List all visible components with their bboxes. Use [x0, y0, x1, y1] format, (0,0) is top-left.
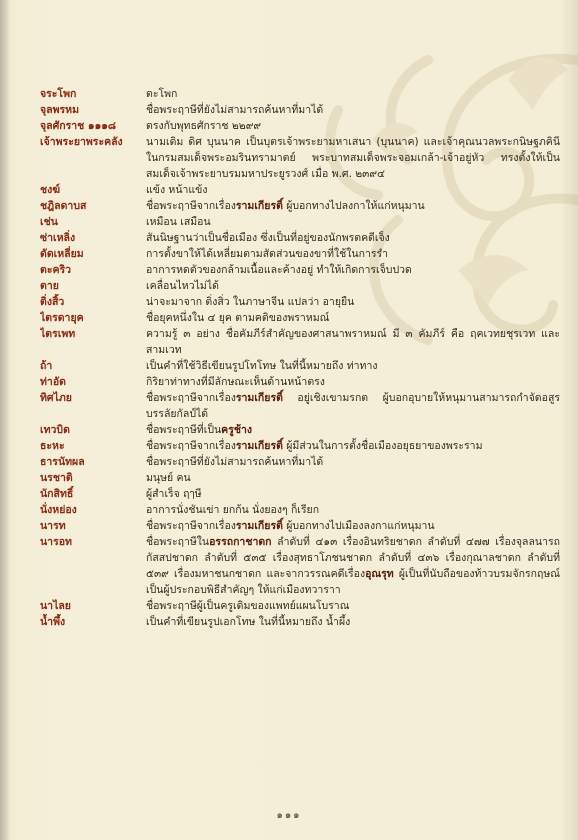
definition-text: ตรงกับพุทธศักราช ๒๒๙๙ — [146, 120, 262, 132]
definition-text: ชื่อพระฤาษีที่ยังไม่สามารถค้นหาที่มาได้ — [146, 104, 324, 116]
definition-text: ความรู้ ๓ อย่าง ชื่อคัมภีร์สำคัญของศาสนาพราหมณ์ มี ๓ คัมภีร์ คือ ฤคเวท — [146, 328, 500, 340]
definition-text: มนุษย์ คน — [146, 472, 191, 484]
definition-text: ชื่อพระฤาษีใน — [146, 536, 210, 548]
definition-text: ชื่อพระฤาษีที่ยังไม่สามารถค้นหาที่มาได้ — [146, 456, 324, 468]
glossary-term: ธะหะ — [40, 440, 65, 452]
glossary-definition — [146, 102, 560, 118]
definition-text: ผู้สำเร็จ ฤๅษี — [146, 488, 202, 500]
definition-emphasis: รามเกียรติ์ — [235, 520, 283, 532]
glossary-entry — [40, 358, 560, 374]
definition-text: ชื่อพระฤาษีผู้เป็นครูเดิมของแพทย์แผนโบราณ — [146, 600, 350, 612]
definition-emphasis: อรรถกาชาดก — [209, 536, 272, 548]
glossary-definition — [146, 118, 560, 134]
glossary-definition — [146, 534, 560, 598]
glossary-definition — [146, 310, 560, 326]
glossary-definition — [146, 182, 560, 198]
glossary-term: ดัดเหลี่ยม — [40, 248, 84, 260]
glossary-entry — [40, 454, 560, 470]
glossary-definition — [146, 214, 560, 230]
glossary-definition — [146, 86, 560, 102]
definition-text: กุณาลชาดก ลำดับที่ ๕๓๙ เรื่องมหาชนกชาดก และจากวรรณคดีเรื่อง — [146, 552, 560, 580]
definition-text: เจ้าอยู่หัว ทรงตั้งให้เป็นสมเด็จเจ้าพระยาบรมมหาประยูรวงศ์ เมื่อ พ.ศ. ๒๓๙๔ — [146, 152, 560, 180]
glossary-entry — [40, 294, 560, 310]
glossary-entry — [40, 246, 560, 262]
definition-text: ผู้บอกทางไปลงกาให้แก่หนุมาน — [282, 200, 425, 212]
glossary-term: เช่น — [40, 216, 58, 228]
definition-text: เป็นคำที่เขียนรูปเอกโทษ ในที่นี้หมายถึง น้ำผึ้ง — [146, 616, 351, 628]
glossary-term: จุลพรหม — [40, 104, 79, 116]
definition-text: พระกนิษฐภคินี ในกรมสมเด็จพระอมรินทรามาตย์ พระบาทสมเด็จพระจอมเกล้า- — [146, 136, 560, 164]
glossary-entry — [40, 438, 560, 454]
definition-text: ชื่อยุคหนึ่งใน ๔ ยุค ตามคติของพราหมณ์ — [146, 312, 330, 324]
glossary-term: นาไลย — [40, 600, 71, 612]
definition-text: แข้ง หน้าแข้ง — [146, 184, 208, 196]
glossary-term: จุลศักราช ๑๑๑๘ — [40, 120, 117, 132]
definition-text: จุลลนารถกัสสปชาดก ลำดับที่ ๕๓๕ เรื่องสุทธาโภชนชาดก ลำดับที่ ๔๓๖ เรื่อง — [146, 536, 560, 564]
definition-text: ยชุรเวท และสามเวท — [146, 328, 560, 356]
glossary-definition — [146, 422, 560, 438]
glossary-entry — [40, 118, 560, 134]
glossary-definition — [146, 326, 560, 358]
glossary-entry — [40, 422, 560, 438]
glossary-entry — [40, 390, 560, 422]
glossary-definition — [146, 470, 560, 486]
definition-text: ชื่อพระฤาษีที่เป็น — [146, 424, 222, 436]
glossary-term: ตาย — [40, 280, 59, 292]
glossary-term: นารอท — [40, 536, 72, 548]
glossary-entry — [40, 598, 560, 614]
glossary-definition — [146, 358, 560, 374]
glossary-entry — [40, 182, 560, 198]
glossary-term: จระโพก — [40, 88, 77, 100]
glossary-entry — [40, 134, 560, 182]
definition-emphasis: รามเกียรติ์ — [235, 440, 283, 452]
glossary-definition — [146, 278, 560, 294]
definition-text: ผู้เป็น — [393, 568, 423, 580]
glossary-entry — [40, 326, 560, 358]
definition-text: อยู่เชิงเขามรกต ผู้บอกอุบายให้หนุมานสามารถกำจัด — [282, 392, 542, 404]
glossary-term: เทวบิด — [40, 424, 70, 436]
glossary-term: นรชาติ — [40, 472, 73, 484]
glossary-definition — [146, 518, 560, 534]
definition-text: ตะโพก — [146, 88, 178, 100]
glossary-entry — [40, 278, 560, 294]
definition-text: อาการหดตัวของกล้ามเนื้อและค้างอยู่ ทำให้เกิดการเจ็บปวด — [146, 264, 412, 276]
glossary-entries — [40, 86, 560, 630]
glossary-entry — [40, 102, 560, 118]
glossary-term: ท่าอัด — [40, 376, 66, 388]
glossary-term: ถ้า — [40, 360, 53, 372]
glossary-entry — [40, 534, 560, 598]
glossary-definition — [146, 454, 560, 470]
definition-text: สันนิษฐานว่าเป็นชื่อเมือง ซึ่งเป็นที่อยู่ของนักพรตคดีเจ็ง — [146, 232, 390, 244]
glossary-term: นั่งหย่อง — [40, 504, 77, 516]
definition-text: นามเดิม ดิศ บุนนาค เป็นบุตรเจ้าพระยามหาเสนา (บุนนาค) และเจ้าคุณนวล — [146, 136, 495, 148]
glossary-definition — [146, 374, 560, 390]
definition-text: กิริยาท่าทางที่มีลักษณะเห็นด้านหน้าตรง — [146, 376, 325, 388]
glossary-term: นารท — [40, 520, 66, 532]
definition-emphasis: รามเกียรติ์ — [235, 392, 283, 404]
glossary-entry — [40, 198, 560, 214]
glossary-term: ทิศไภย — [40, 392, 72, 404]
glossary-entry — [40, 86, 560, 102]
glossary-entry — [40, 614, 560, 630]
glossary-entry — [40, 470, 560, 486]
glossary-definition — [146, 198, 560, 214]
glossary-entry — [40, 502, 560, 518]
glossary-term: ชฎิลดาบส — [40, 200, 87, 212]
glossary-definition — [146, 614, 560, 630]
glossary-term: ไตรดายุค — [40, 312, 84, 324]
glossary-entry — [40, 214, 560, 230]
glossary-definition — [146, 294, 560, 310]
glossary-definition — [146, 134, 560, 182]
glossary-term: ติ่งสิ้ว — [40, 296, 65, 308]
definition-text: ชื่อพระฤาษีจากเรื่อง — [146, 440, 236, 452]
glossary-entry — [40, 518, 560, 534]
glossary-term: น้ำพึ้ง — [40, 616, 66, 628]
glossary-term: ชงฆ์ — [40, 184, 61, 196]
glossary-definition — [146, 502, 560, 518]
glossary-entry — [40, 262, 560, 278]
definition-text: เคลื่อนไหวไม่ได้ — [146, 280, 219, 292]
definition-text: การตั้งขาให้ได้เหลี่ยมตามสัดส่วนของขาที่ใช้ในการรำ — [146, 248, 389, 260]
glossary-term: ซ่าเหลิ่ง — [40, 232, 76, 244]
definition-text: ชื่อพระฤาษีจากเรื่อง — [146, 392, 236, 404]
page-number: ๑๑๑ — [276, 810, 302, 821]
definition-text: น่าจะมาจาก ติ่งสิ่ว ในภาษาจีน แปลว่า อายุยืน — [146, 296, 355, 308]
glossary-definition — [146, 598, 560, 614]
glossary-definition — [146, 262, 560, 278]
glossary-entry — [40, 486, 560, 502]
definition-text: ลำดับที่ ๔๑๓ เรื่องอินทริยชาดก ลำดับที่ ๔๗๗ เรื่อง — [271, 536, 516, 548]
definition-text: ผู้มีส่วนในการตั้งชื่อเมืองอยุธยาของพระราม — [282, 440, 483, 452]
glossary-definition — [146, 486, 560, 502]
glossary-term: ไตรเพท — [40, 328, 76, 340]
definition-text: เป็นคำที่ใช้วิธีเขียนรูปโทโทษ ในที่นี้หมายถึง ท่าทาง — [146, 360, 378, 372]
book-spine-shadow — [0, 0, 10, 840]
definition-emphasis: รามเกียรติ์ — [235, 200, 283, 212]
glossary-term: นักสิทธิ์ — [40, 488, 74, 500]
glossary-entry — [40, 374, 560, 390]
definition-text: เหมือน เสมือน — [146, 216, 211, 228]
glossary-entry — [40, 230, 560, 246]
glossary-definition — [146, 390, 560, 422]
definition-emphasis: ครูช้าง — [221, 424, 252, 436]
glossary-definition — [146, 246, 560, 262]
definition-emphasis: อุณรุท — [365, 568, 394, 580]
glossary-entry — [40, 310, 560, 326]
glossary-definition — [146, 438, 560, 454]
definition-text: ชื่อพระฤาษีจากเรื่อง — [146, 520, 236, 532]
definition-text: ชื่อพระฤาษีจากเรื่อง — [146, 200, 236, 212]
glossary-definition — [146, 230, 560, 246]
glossary-term: เจ้าพระยาพระคลัง — [40, 136, 123, 148]
definition-text: อาการนั่งชันเข่า ยกก้น นั่งยองๆ ก็เรียก — [146, 504, 320, 516]
glossary-term: ธารนัทผล — [40, 456, 85, 468]
definition-text: อสูรบรรลัยกัลป์ได้ — [146, 392, 560, 420]
glossary-term: ตะคริว — [40, 264, 72, 276]
definition-text: ที่นับถือของท้าวบรมจักรกฤษณ์ เป็นผู้ประกอบพิธีสำคัญๆ ให้แก่เมืองทวาราา — [146, 568, 560, 596]
definition-text: ผู้บอกทางไปเมืองลงกาแก่หนุมาน — [282, 520, 435, 532]
